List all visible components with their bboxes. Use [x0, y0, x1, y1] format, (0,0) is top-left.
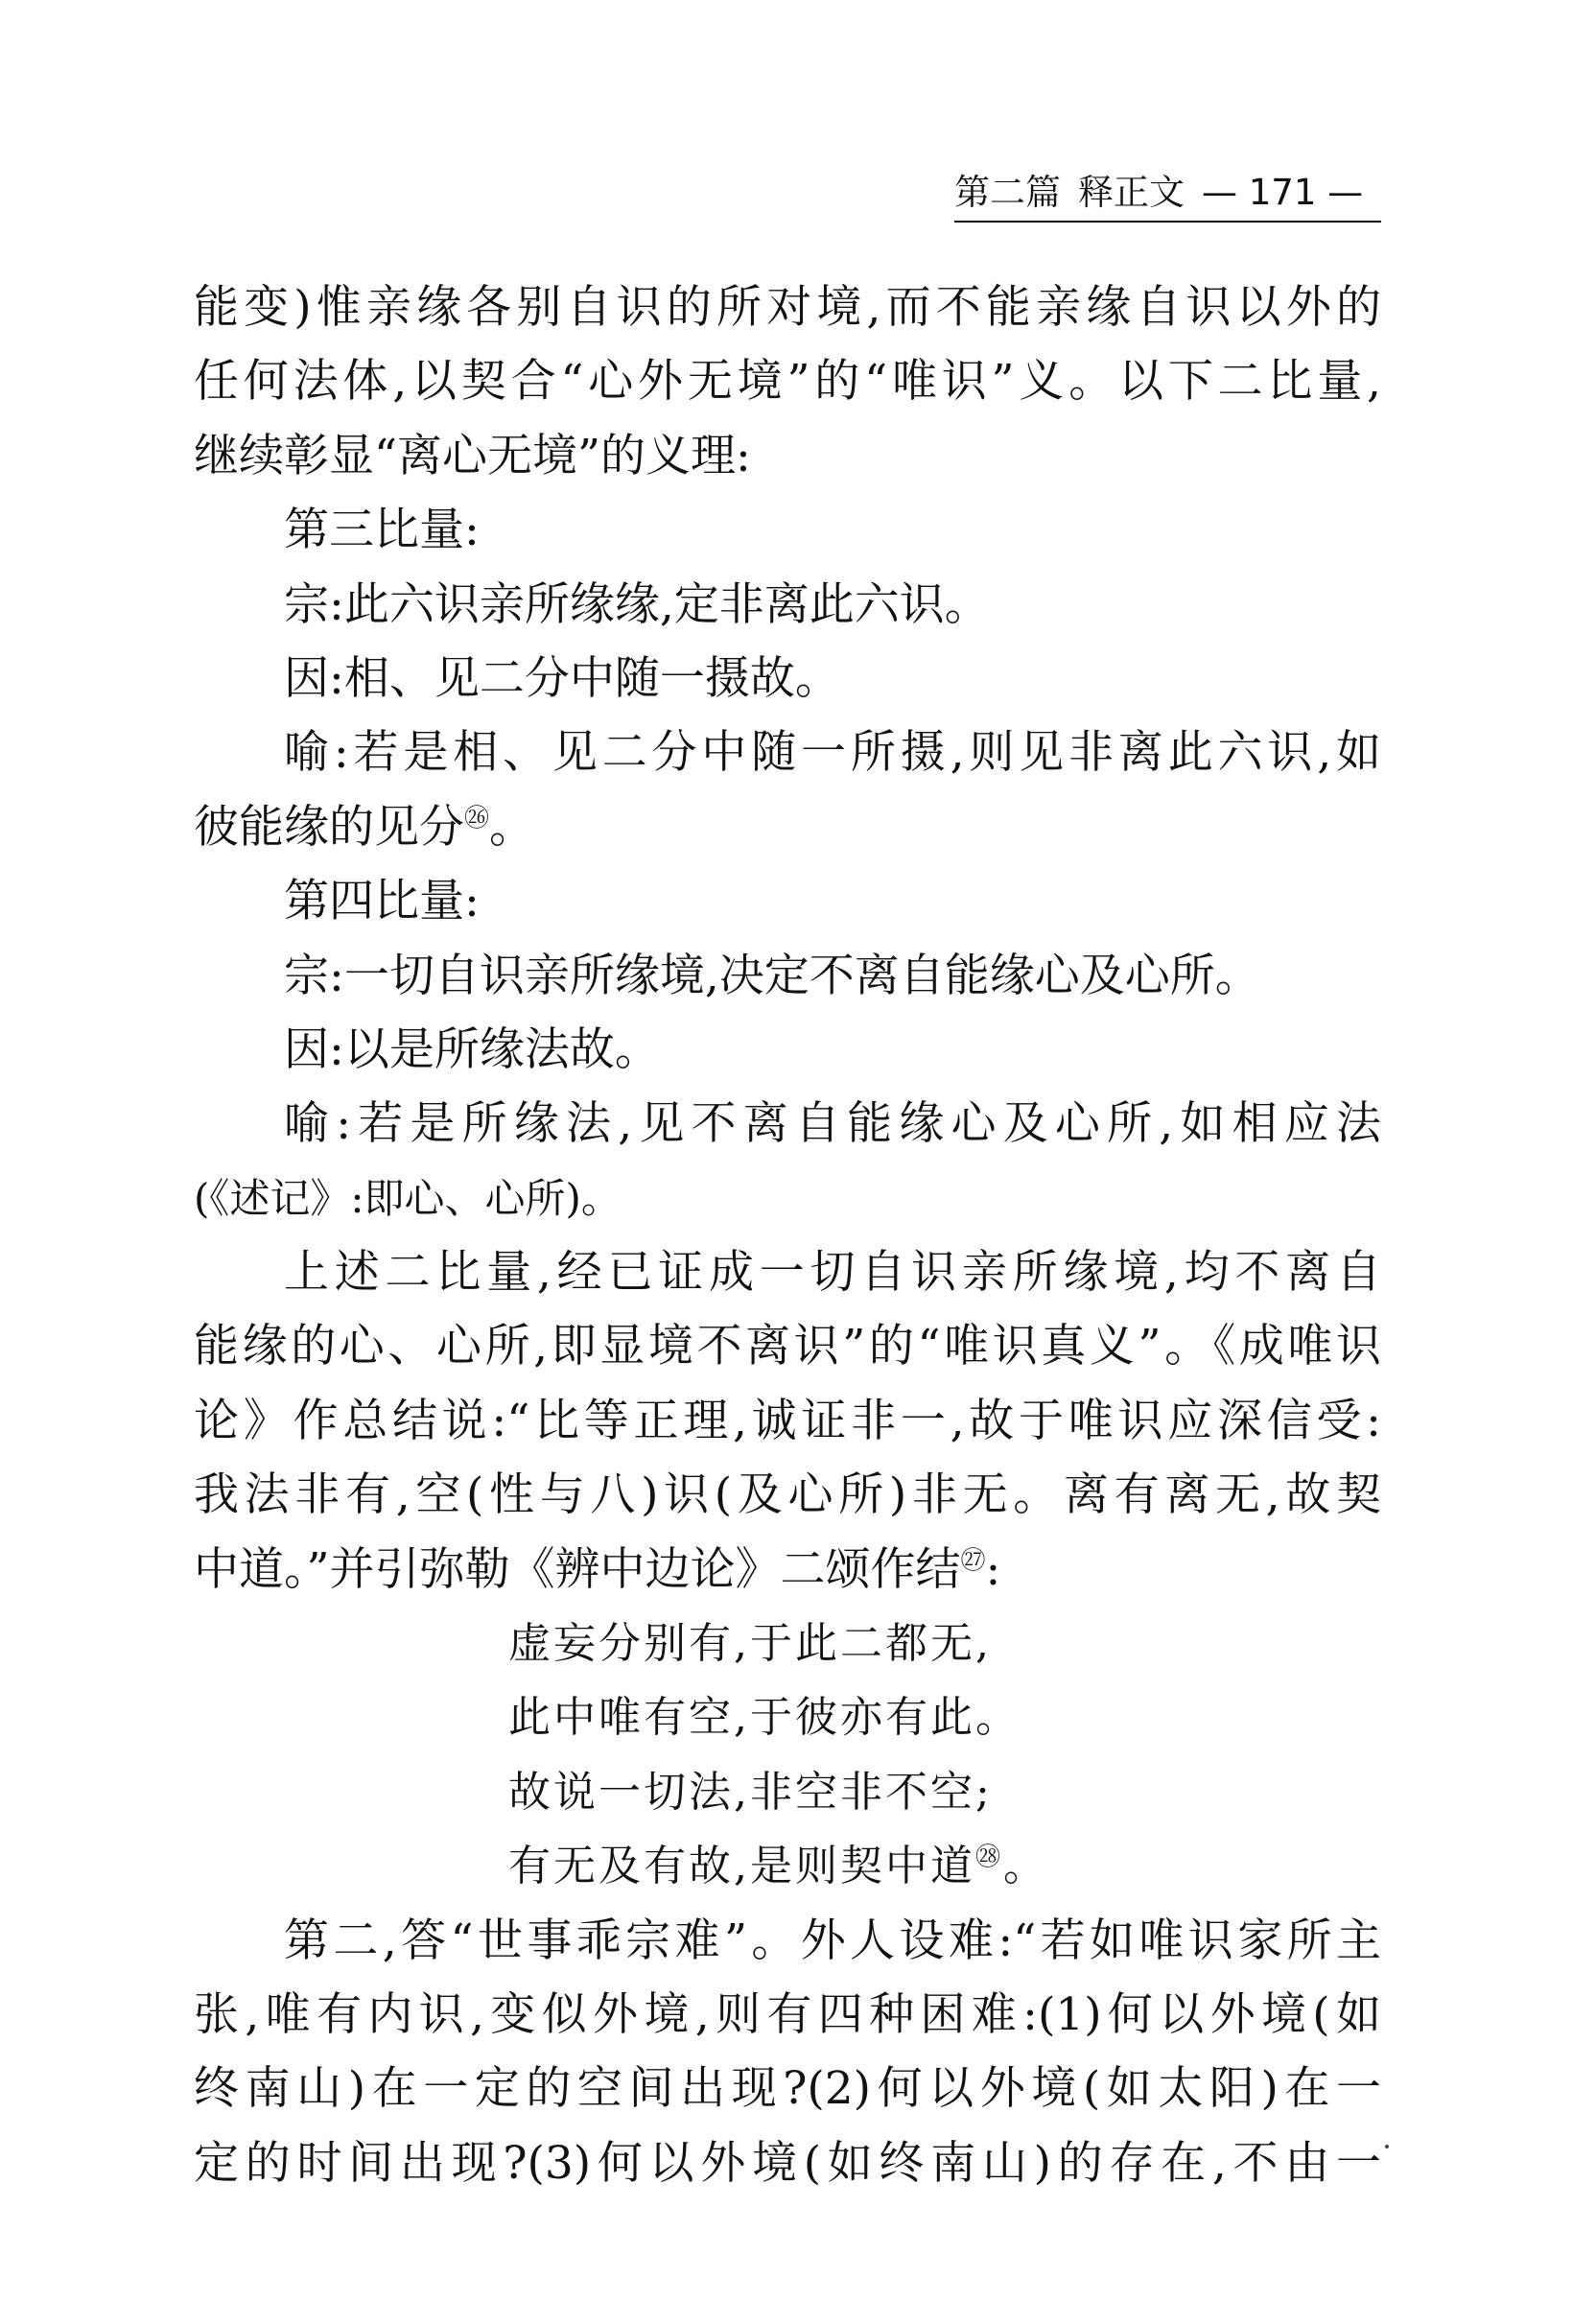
- text-line: 张,唯有内识,变似外境,则有四种困难:(1)何以外境(如: [194, 1987, 1381, 2041]
- running-head: [954, 169, 1376, 217]
- scan-speck: [1385, 2145, 1389, 2148]
- footnote-ref-228[interactable]: ㉘: [975, 1843, 1004, 1872]
- verse-line: 虚妄分别有,于此二都无,: [508, 1619, 992, 1669]
- footnote-ref-226[interactable]: ㉖: [464, 804, 490, 834]
- text-line: 第二,答“世事乖宗难”。外人设难:“若如唯识家所主: [284, 1914, 1381, 1967]
- subheading-third-inference: 第三比量:: [284, 504, 480, 557]
- body-text: [194, 270, 1381, 2200]
- verse-line: 此中唯有空,于彼亦有此。: [508, 1693, 1021, 1743]
- text-line: 因:以是所缘法故。: [284, 1022, 660, 1076]
- text-line: 继续彰显“离心无境”的义理:: [194, 429, 751, 482]
- footnote-ref-227[interactable]: ㉗: [960, 1545, 986, 1575]
- text-line: [194, 790, 1381, 864]
- text-line: 喻:若是相、见二分中随一所摄,则见非离此六识,如: [284, 726, 1381, 780]
- text-line: 论》作总结说:“比等正理,诚证非一,故于唯识应深信受:: [194, 1394, 1381, 1447]
- text-segment: 有无及有故,是则契中道: [508, 1842, 975, 1891]
- text-line: 因:相、见二分中随一摄故。: [284, 651, 840, 705]
- text-line: 喻:若是所缘法,见不离自能缘心及心所,如相应法: [284, 1097, 1381, 1151]
- text-line: 上述二比量,经已证成一切自识亲所缘境,均不离自: [284, 1246, 1381, 1300]
- section-label: 释正文: [1078, 172, 1185, 213]
- text-line: 定的时间出现?(3)何以外境(如终南山)的存在,不由一: [194, 2136, 1381, 2190]
- chapter-label: 第二篇: [954, 172, 1061, 213]
- text-line: 能缘的心、心所,即显境不离识”的“唯识真义”。《成唯识: [194, 1320, 1381, 1374]
- text-line: 任何法体,以契合“心外无境”的“唯识”义。以下二比量,: [194, 355, 1381, 409]
- text-line: 终南山)在一定的空间出现?(2)何以外境(如太阳)在一: [194, 2062, 1381, 2116]
- text-segment: 。: [489, 800, 535, 854]
- text-line: (《述记》:即心、心所)。: [194, 1174, 622, 1222]
- text-segment: :: [985, 1542, 1001, 1596]
- text-line: 我法非有,空(性与八)识(及心所)非无。离有离无,故契: [194, 1468, 1381, 1522]
- text-segment: 。: [1003, 1842, 1049, 1891]
- text-line: 宗:一切自识亲所缘境,决定不离自能缘心及心所。: [284, 949, 1260, 1002]
- verse-line: 故说一切法,非空非不空;: [508, 1767, 993, 1817]
- verse-line: [194, 1829, 1381, 1903]
- page-number: — 171 —: [1202, 172, 1364, 213]
- text-segment: 中道。”并引弥勒《辨中边论》二颂作结: [194, 1542, 961, 1596]
- text-line: 宗:此六识亲所缘缘,定非离此六识。: [284, 577, 990, 631]
- subheading-fourth-inference: 第四比量:: [284, 875, 480, 928]
- text-line: 能变)惟亲缘各别自识的所对境,而不能亲缘自识以外的: [194, 281, 1381, 334]
- header-rule: [954, 221, 1381, 223]
- text-segment: 彼能缘的见分: [194, 800, 464, 854]
- text-line: [194, 1533, 1381, 1607]
